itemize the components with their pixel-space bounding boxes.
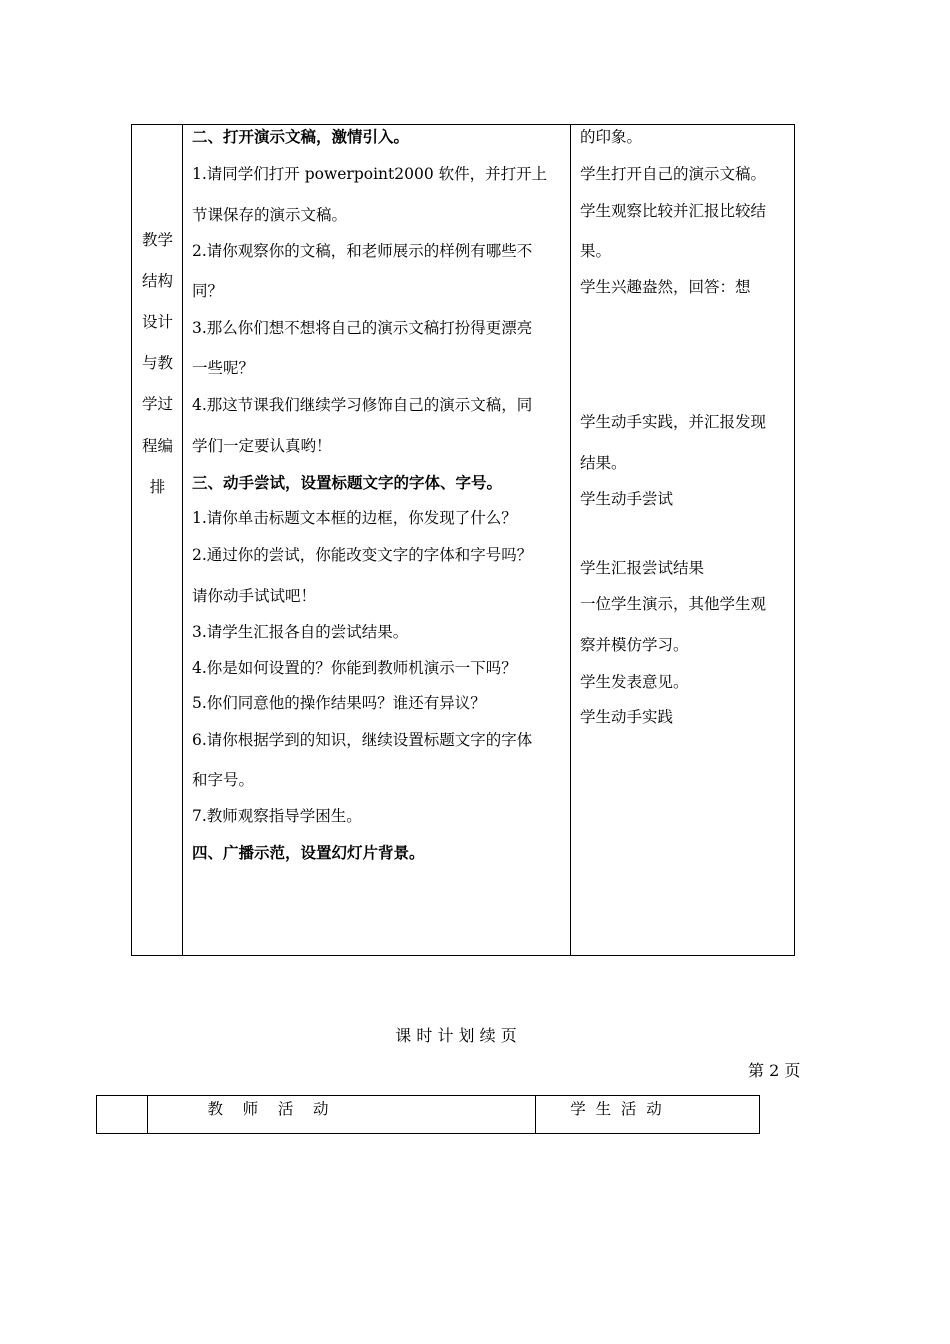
student-line: 学生打开自己的演示文稿。	[580, 165, 767, 183]
teacher-line: 2.通过你的尝试，你能改变文字的字体和字号吗？	[192, 546, 533, 564]
teacher-line: 和字号。	[192, 771, 255, 789]
teacher-line: 请你动手试试吧！	[192, 587, 317, 605]
section-label-char: 结构	[141, 272, 173, 290]
table-top-border	[131, 124, 795, 125]
header-table-top-border	[96, 1095, 760, 1096]
student-line: 学生兴趣盎然，回答：想	[580, 278, 751, 296]
table-bottom-border	[131, 955, 795, 956]
student-line: 察并模仿学习。	[580, 636, 689, 654]
teacher-line: 1.请你单击标题文本框的边框，你发现了什么？	[192, 509, 517, 527]
student-line: 结果。	[580, 454, 627, 472]
student-line: 学生动手实践，并汇报发现	[580, 413, 767, 431]
teacher-line: 3.请学生汇报各自的尝试结果。	[192, 623, 409, 641]
header-table-right-border	[759, 1095, 760, 1134]
student-line: 学生观察比较并汇报比较结	[580, 202, 767, 220]
section-label-char: 与教	[141, 354, 173, 372]
student-line: 学生动手尝试	[580, 490, 674, 508]
section-label-char: 设计	[141, 313, 173, 331]
section-heading: 二、打开演示文稿，激情引入。	[192, 128, 410, 146]
student-line: 学生发表意见。	[580, 673, 689, 691]
section-heading: 四、广播示范，设置幻灯片背景。	[192, 844, 425, 862]
table-right-border	[794, 124, 795, 956]
teacher-line: 7.教师观察指导学困生。	[192, 807, 362, 825]
teacher-line: 2.请你观察你的文稿，和老师展示的样例有哪些不	[192, 242, 533, 260]
section-label-char: 排	[149, 478, 166, 496]
student-line: 果。	[580, 242, 612, 260]
header-table-left-border	[96, 1095, 97, 1134]
teacher-line: 节课保存的演示文稿。	[192, 206, 348, 224]
student-line: 学生动手实践	[580, 708, 674, 726]
header-teacher-activity: 教 师 活 动	[207, 1100, 329, 1118]
student-line: 学生汇报尝试结果	[580, 559, 705, 577]
teacher-line: 3.那么你们想不想将自己的演示文稿打扮得更漂亮	[192, 319, 533, 337]
teacher-line: 学们一定要认真哟！	[192, 437, 332, 455]
page-number: 第 2 页	[748, 1061, 801, 1080]
section-label-char: 程编	[141, 437, 173, 455]
section-heading: 三、动手尝试，设置标题文字的字体、字号。	[192, 474, 503, 492]
teacher-line: 4.那这节课我们继续学习修饰自己的演示文稿，同	[192, 396, 533, 414]
student-line: 的印象。	[580, 128, 643, 146]
table-col-divider-2	[570, 124, 571, 956]
teacher-line: 一些呢？	[192, 359, 255, 377]
header-table-bottom-border	[96, 1133, 760, 1134]
teacher-line: 4.你是如何设置的？你能到教师机演示一下吗？	[192, 659, 517, 677]
teacher-line: 5.你们同意他的操作结果吗？谁还有异议？	[192, 694, 486, 712]
section-label-char: 学过	[141, 395, 173, 413]
header-student-activity: 学 生 活 动	[570, 1100, 662, 1118]
teacher-line: 6.请你根据学到的知识，继续设置标题文字的字体	[192, 731, 533, 749]
student-line: 一位学生演示，其他学生观	[580, 595, 767, 613]
table-col-divider-1	[182, 124, 183, 956]
section-label-char: 教学	[141, 231, 173, 249]
teacher-line: 1.请同学们打开 powerpoint2000 软件，并打开上	[192, 165, 548, 183]
table-left-border	[131, 124, 132, 956]
teacher-line: 同？	[192, 282, 224, 300]
continuation-title: 课 时 计 划 续 页	[395, 1026, 517, 1045]
